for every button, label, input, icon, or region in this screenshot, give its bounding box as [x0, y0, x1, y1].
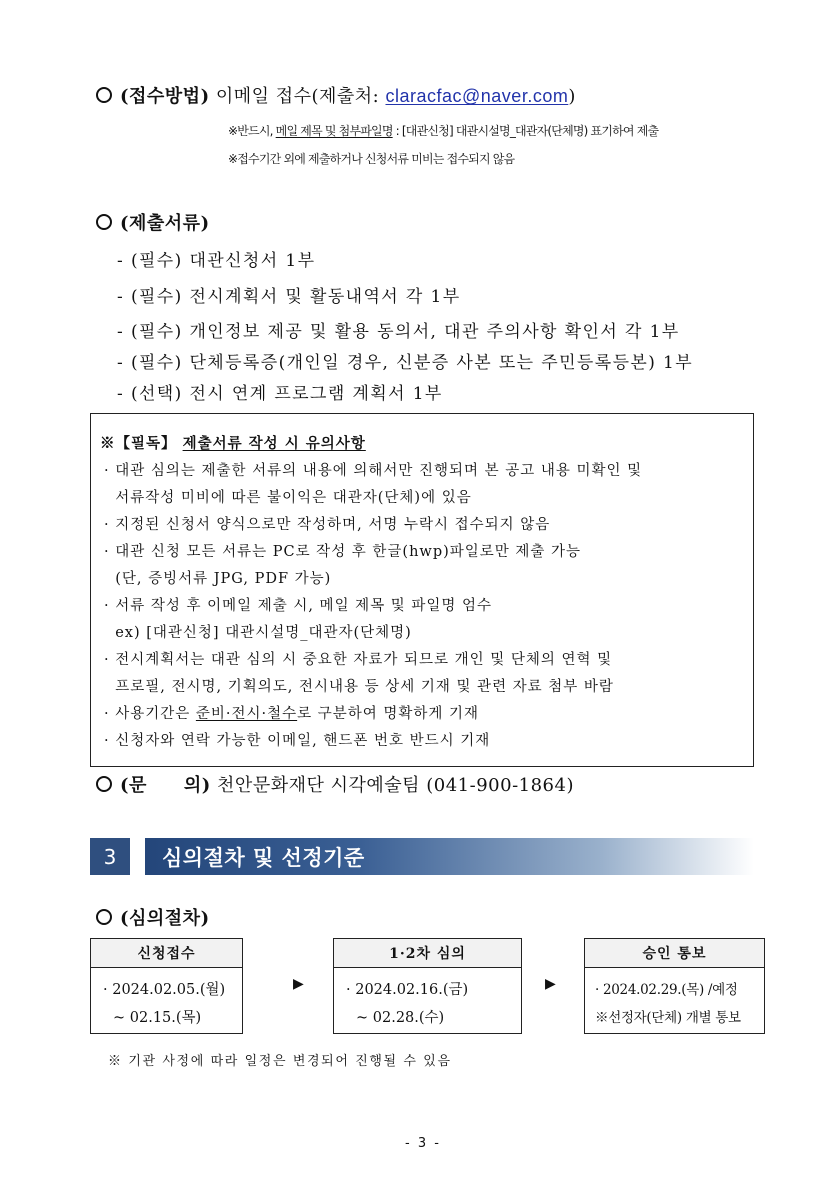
step-line: · 2024.02.16.(금)	[346, 982, 469, 998]
procedure-step-1	[90, 938, 243, 1034]
reception-note-1	[228, 122, 658, 139]
caution-line: · 신청자와 연락 가능한 이메일, 핸드폰 번호 반드시 기재	[104, 733, 491, 749]
period-underlined: 준비·전시·철수	[195, 706, 298, 722]
reception-note-2: ※접수기간 외에 제출하거나 신청서류 미비는 접수되지 않음	[228, 152, 515, 166]
procedure-label: (심의절차)	[120, 908, 210, 929]
section-title: 심의절차 및 선정기준	[162, 845, 365, 870]
circle-bullet-icon	[96, 214, 112, 230]
step-title: 신청접수	[91, 939, 242, 968]
caution-line: · 지정된 신청서 양식으로만 작성하며, 서명 누락시 접수되지 않음	[104, 517, 551, 533]
period-prefix: · 사용기간은	[104, 706, 191, 722]
caution-period-line	[104, 702, 479, 723]
note1-underlined: 메일 제목 및 첨부파일명	[275, 124, 393, 138]
procedure-step-3	[584, 938, 765, 1034]
caution-title	[100, 432, 366, 453]
procedure-note: ※ 기관 사정에 따라 일정은 변경되어 진행될 수 있음	[108, 1054, 452, 1069]
step-body	[585, 968, 764, 1032]
reception-text: 이메일 접수(제출처:	[215, 86, 380, 107]
caution-title-prefix: ※【필독】	[100, 435, 177, 452]
caution-line: · 대관 신청 모든 서류는 PC로 작성 후 한글(hwp)파일로만 제출 가능	[104, 544, 582, 560]
circle-bullet-icon	[96, 776, 112, 792]
caution-line: · 대관 심의는 제출한 서류의 내용에 의해서만 진행되며 본 공고 내용 미확인 및	[104, 463, 643, 479]
documents-label: (제출서류)	[120, 213, 210, 234]
caution-line: · 전시계획서는 대관 심의 시 중요한 자료가 되므로 개인 및 단체의 연혁 및	[104, 652, 613, 668]
document-item: - (필수) 대관신청서 1부	[117, 251, 316, 271]
inquiry-label: (문 의)	[120, 775, 211, 796]
step-line: ~ 02.28.(수)	[356, 1010, 445, 1026]
caution-line: ex) [대관신청] 대관시설명_대관자(단체명)	[104, 625, 412, 641]
step-body	[91, 968, 242, 1032]
note1-rest: : [대관신청] 대관시설명_대관자(단체명) 표기하여 제출	[395, 124, 659, 138]
page-number: - 3 -	[405, 1136, 441, 1151]
circle-bullet-icon	[96, 909, 112, 925]
step-line: · 2024.02.29.(목) /예정	[595, 982, 738, 998]
reception-line	[96, 82, 576, 108]
caution-line: 서류작성 미비에 따른 불이익은 대관자(단체)에 있음	[104, 490, 472, 506]
section-title-bar	[145, 838, 754, 875]
step-title: 승인 통보	[585, 939, 764, 968]
procedure-step-2	[333, 938, 522, 1034]
step-body	[334, 968, 521, 1032]
documents-heading	[96, 209, 210, 235]
caution-title-text: 제출서류 작성 시 유의사항	[182, 435, 366, 452]
reception-close-paren: )	[568, 86, 576, 107]
arrow-right-icon: ▶	[545, 976, 556, 992]
note1-prefix: ※반드시,	[228, 124, 273, 138]
arrow-right-icon: ▶	[293, 976, 304, 992]
reception-email-link[interactable]: claracfac@naver.com	[385, 86, 569, 106]
procedure-heading	[96, 904, 210, 930]
document-item: - (필수) 단체등록증(개인일 경우, 신분증 사본 또는 주민등록등본) 1부	[117, 353, 694, 373]
caution-line: · 서류 작성 후 이메일 제출 시, 메일 제목 및 파일명 엄수	[104, 598, 493, 614]
circle-bullet-icon	[96, 87, 112, 103]
period-rest: 로 구분하여 명확하게 기재	[297, 706, 480, 722]
reception-label: (접수방법)	[120, 86, 210, 107]
document-item: - (필수) 전시계획서 및 활동내역서 각 1부	[117, 287, 461, 307]
step-line: ~ 02.15.(목)	[113, 1010, 202, 1026]
caution-line: (단, 증빙서류 JPG, PDF 가능)	[104, 571, 332, 587]
document-item: - (선택) 전시 연계 프로그램 계획서 1부	[117, 384, 443, 404]
step-line: · 2024.02.05.(월)	[103, 982, 226, 998]
inquiry-text: 천안문화재단 시각예술팀 (041-900-1864)	[217, 775, 574, 796]
section-number-badge: 3	[90, 838, 130, 875]
step-title: 1·2차 심의	[334, 939, 521, 968]
caution-line: 프로필, 전시명, 기획의도, 전시내용 등 상세 기재 및 관련 자료 첨부 바람	[104, 679, 614, 695]
document-item: - (필수) 개인정보 제공 및 활용 동의서, 대관 주의사항 확인서 각 1부	[117, 322, 680, 342]
inquiry-line	[96, 771, 574, 797]
step-line: ※선정자(단체) 개별 통보	[595, 1010, 741, 1026]
